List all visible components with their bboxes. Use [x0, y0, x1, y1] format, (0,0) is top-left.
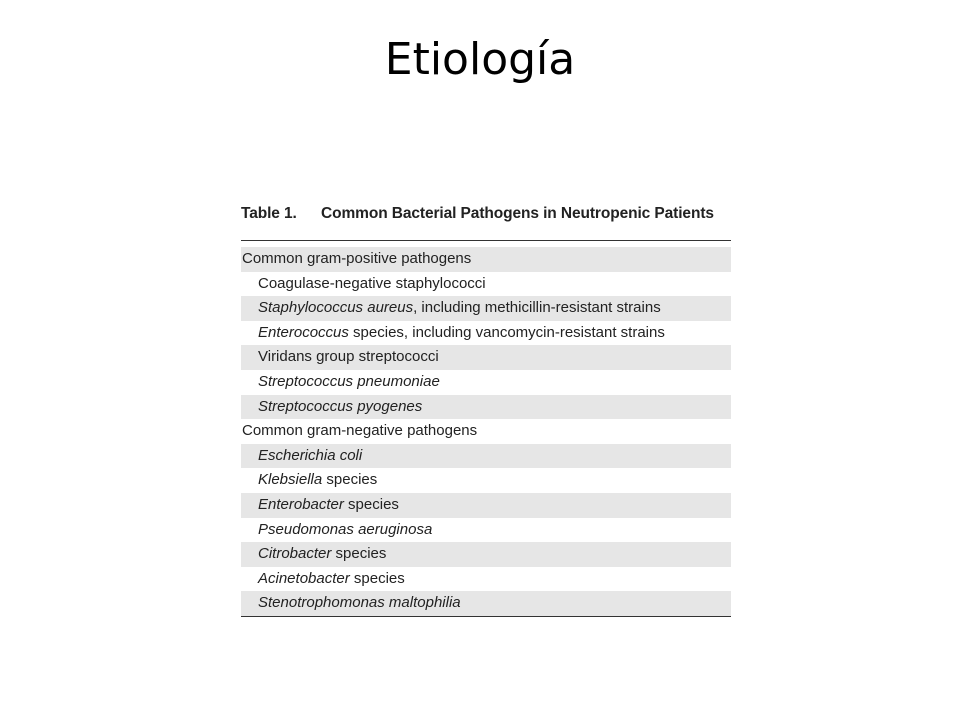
organism-name: Streptococcus pneumoniae	[258, 372, 440, 390]
table-row	[241, 395, 731, 420]
table-row	[241, 444, 731, 469]
slide-title: Etiología	[384, 34, 576, 85]
table-row	[241, 567, 731, 592]
table-row	[241, 321, 731, 346]
section-label: Common gram-negative pathogens	[242, 422, 478, 440]
organism-name: Escherichia coli	[258, 446, 363, 464]
organism-detail: Coagulase-negative staphylococci	[258, 274, 486, 292]
table-top-rule	[241, 240, 731, 241]
organism-name: Klebsiella	[258, 471, 323, 489]
organism-name: Pseudomonas aeruginosa	[258, 520, 433, 538]
organism-detail: Viridans group streptococci	[258, 348, 439, 366]
organism-name: Enterobacter	[258, 495, 344, 513]
table-row	[241, 542, 731, 567]
organism-name: Enterococcus	[258, 323, 349, 341]
organism-name: Staphylococcus aureus	[258, 299, 414, 317]
section-label: Common gram-positive pathogens	[242, 250, 472, 267]
organism-detail: species	[343, 495, 399, 513]
organism-detail: species	[322, 471, 378, 489]
organism-detail: , including methicillin-resistant strains	[413, 299, 661, 317]
table-row	[241, 591, 731, 616]
table-caption-label: Table 1.	[241, 205, 297, 222]
table-row	[241, 468, 731, 493]
table-bottom-rule	[241, 616, 731, 617]
organism-name: Streptococcus pyogenes	[258, 397, 423, 415]
table-row	[241, 370, 731, 395]
table-row	[241, 493, 731, 518]
organism-detail: species, including vancomycin-resistant strains	[348, 323, 665, 341]
table-row	[241, 518, 731, 543]
pathogens-table	[241, 200, 731, 617]
organism-detail: species	[349, 569, 405, 587]
table-row	[241, 345, 731, 370]
table-row	[241, 272, 731, 297]
table-section-header	[241, 247, 731, 272]
table-row	[241, 296, 731, 321]
table-caption	[241, 200, 731, 228]
organism-detail: species	[331, 545, 387, 563]
table-body	[241, 247, 731, 616]
organism-name: Citrobacter	[258, 545, 332, 563]
table-caption-text: Common Bacterial Pathogens in Neutropenic Patients	[321, 205, 714, 222]
table-section-header	[241, 419, 731, 444]
organism-name: Acinetobacter	[258, 569, 350, 587]
organism-name: Stenotrophomonas maltophilia	[258, 594, 461, 612]
